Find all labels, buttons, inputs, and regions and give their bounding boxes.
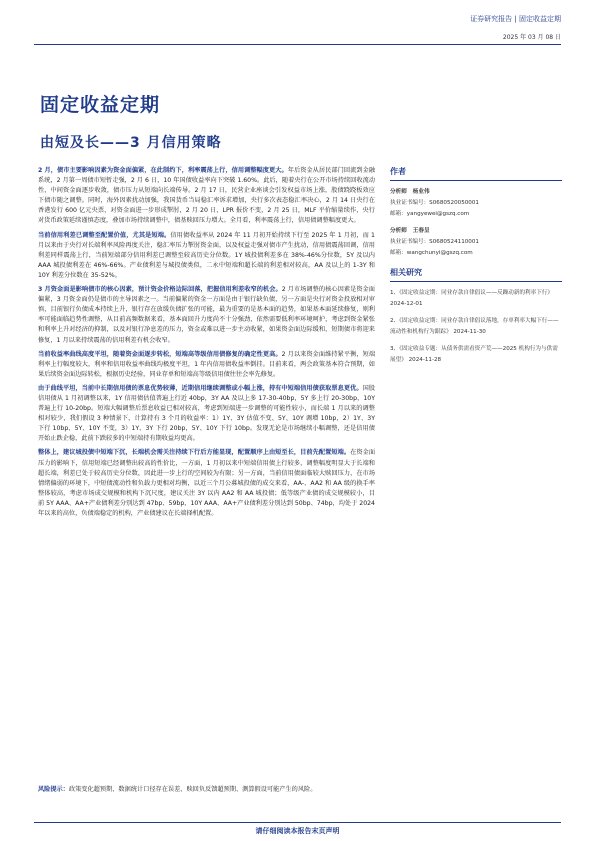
related-date: 2024-12-01 bbox=[390, 301, 423, 307]
paragraph bbox=[38, 448, 375, 519]
related-text[interactable]: 1、《固定收益定期：同业存款自律倡议——反躁动新的利率下行》 bbox=[390, 290, 553, 296]
related-text[interactable]: 2、《固定收益定期：同业存款自律倡议落地，存单利率大幅下行——流动性和机构行为跟踪》 bbox=[390, 318, 559, 335]
main-body bbox=[38, 166, 375, 523]
email-label: 邮箱： bbox=[390, 250, 407, 256]
cert-number: S0680524110001 bbox=[429, 239, 479, 245]
author-email[interactable]: yangyewei@gszq.com bbox=[406, 211, 470, 217]
paragraph-text: 在资金面压力的影响下，信用短端已经调整出较高的性价比，一方面，1 月初以来中短端信用债上行较多，调整幅度明显大于长端和超长端，利差已处于较高历史分位数，因此进一步上行的空间较为有限；另一方面，当前信用债面临较大赎回压力，在市场情绪偏弱的环境下，中短债流动性和负载力更相对均衡，以近三个月公募城投债的成交来看，AA-、AA2 和 AA 级的换手率整体较高，考虑市场成交规模和机构下沉尺度，建议关注 3Y 以内 AA2 和 AA 城投债；低等级产业债的成交规模较小，目前 5Y AAA、AA+产业债利差分别达到 47bp、59bp，10Y AAA、AA+产业债利差分别达到 50bp、74bp，均处于 2024 年以来的高位，负债端稳定的机构，产业债建议在长端择机配置。 bbox=[38, 449, 376, 517]
author-name: 杨业伟 bbox=[412, 189, 430, 195]
related-text[interactable]: 3、《固定收益专题：从债务供需看资产荒——2025 机构行为与供需展望》 bbox=[390, 346, 558, 363]
paragraph-text: 2 月市场调整的核心因素是资金面偏紧，3 月资金面仍是债市的主导因素之一。当前偏紧的资金一方面是由于银行缺负债，另一方面是央行对资金投放相对审慎，目前银行负债成本持续上升，银行存在放缓负债扩张的可能，最为重要的是基本面的趋势，如果基本面延续修复，则利率可能面临趋势性调整，从目前高频数据来看，基本面回升力度尚不十分强劲，依然需要低利率环境呵护，考虑到资金紧张和利率上升对经济的抑制，以及对银行净息差的压力，资金或难以进一步主动收紧，如果资金面边际缓和，短期债市将迎来修复，1 月以来持续震荡的信用利差有机会收窄。 bbox=[38, 286, 375, 344]
page-subtitle: 由短及长——3 月信用策略 bbox=[40, 135, 222, 151]
cert-label: 执业证书编号： bbox=[390, 239, 430, 245]
risk-text: 政策变化超预期、数据统计口径存在误差、赎回负反馈超预期、测算假设可能产生的风险。 bbox=[68, 786, 317, 793]
cert-label: 执业证书编号： bbox=[390, 200, 430, 206]
footer-disclaimer: 请仔细阅读本报告末页声明 bbox=[255, 827, 340, 835]
paragraph bbox=[38, 350, 375, 380]
author-card bbox=[390, 226, 562, 259]
paragraph bbox=[38, 231, 375, 281]
paragraph-text: 2 月以来资金面维持紧平衡，短端利率上行幅度较大，利率和信用收益率曲线均极度平坦，1 年内信用债收益率倒挂。目前来看，两会政策基本符合预期，如果后续资金面边际转松，根据历史经验，同业存单和短端高等级信用债往往会率先修复。 bbox=[38, 350, 376, 378]
sidebar bbox=[390, 166, 562, 372]
related-item[interactable] bbox=[390, 288, 562, 310]
related-item[interactable] bbox=[390, 316, 562, 338]
paragraph-lead: 3 月资金面是影响债市的核心因素，预计资金价格边际回落，把握信用利差收窄的机会。 bbox=[38, 286, 282, 294]
related-title: 相关研究 bbox=[390, 267, 562, 282]
paragraph-text: 年后资金从居民部门回流到金融系统，2 月第一周债市短暂走强，2 月 6 日，10 年国债收益率向下突破 1.60%。此后，随着央行在公开市场持续回收流动性，中间资金面逐步收敛，债市压力从短端向长端传导。2 月 17 日，民营企业座谈会引发权益市场上涨，股债跷跷板效应下债市随之调整。同时，海外因素扰动加强，我国货币当局稳汇率诉求增加，央行多次表态稳汇率决心，2 月 14 日央行在香港发行 600 亿元央票，对资金面进一步形成掣肘，2 月 20 日，LPR 报价不变，2 月 25 日，MLF 平价缩量续作，央行对货币政策延续谨慎态度，叠加市场持续调整中，债基赎回压力增大。全月看，利率震荡上行，信用债调整幅度更大。 bbox=[38, 167, 375, 225]
risk-label: 风险提示： bbox=[38, 786, 69, 793]
author-card bbox=[390, 187, 562, 220]
email-label: 邮箱： bbox=[390, 211, 407, 217]
author-name: 王春呈 bbox=[412, 228, 430, 234]
authors-title: 作者 bbox=[390, 166, 562, 181]
report-date: 2025 年 03 月 08 日 bbox=[502, 34, 561, 41]
report-category: 证券研究报告 | 固定收益定期 bbox=[470, 15, 561, 23]
paragraph-lead: 当前信用利差已调整至配置价值，尤其是短端。 bbox=[38, 231, 171, 239]
paragraph-text: 信用债收益率从 2024 年 11 月初开始持续下行至 2025 年 1 月初，而 1 月以来由于央行对长端利率风险再度关注，稳汇率压力掣肘资金面，以及权益走强对债市产生扰动，信用债震荡回调，信用利差同样震荡上行，当前短端部分信用利差已调整至较高历史分位数。1Y 城投债利差多在 38%-46%分位数，5Y 及以内 AAA 城投债利差在 46%-66%。产业债利差与城投债类似，二永中短端和超长端的利差相对较高，AA 及以上的 1-3Y 和 10Y 利差分位数在 35-52%。 bbox=[38, 231, 375, 279]
paragraph-text: 国股信用债从 1 月初调整以来，1Y 信用债估值普遍上行近 40bp，3Y AA 及以上多 17-30-40bp，5Y 多上行 20-30bp，10Y 普遍上行 10-20bp。短端大幅调整后票息收益已相对较高，考虑到短端进一步调整的可能性较小，而长端 1 月以来的调整相对较少，我们假设 3 种情景下，计算持有 3 个月的收益率：1）1Y、3Y 估值不变、5Y、10Y 调增 10bp，2）1Y、3Y 下行 10bp、5Y、10Y 不变，3）1Y、3Y 下行 20bp，5Y、10Y 下行 10bp。发现无论是市场继续小幅调整，还是信用债开始止跌企稳，此前下跌较多的中短端持有期收益均更高。 bbox=[38, 384, 376, 443]
cert-number: S0680520050001 bbox=[429, 200, 479, 206]
footer-rule bbox=[34, 822, 561, 823]
paragraph-lead: 2 月，债市主要影响因素为资金面偏紧，在此制约下，利率震荡上行，信用调整幅度更大。 bbox=[38, 167, 288, 174]
paragraph bbox=[38, 285, 375, 346]
related-item[interactable] bbox=[390, 344, 562, 366]
paragraph bbox=[38, 384, 375, 445]
paragraph-lead: 当前收益率曲线高度平坦，随着资金面逐步转松，短端高等级信用债修复的确定性更高。 bbox=[38, 350, 282, 358]
author-role: 分析师 bbox=[390, 189, 407, 195]
risk-warning bbox=[38, 785, 375, 795]
page-title: 固定收益定期 bbox=[40, 94, 161, 116]
related-date: 2024-11-30 bbox=[453, 329, 486, 335]
paragraph-lead: 由于曲线平坦，当前中长期信用债的票息优势较薄，近期信用继续调整或小幅上涨，持有中短端信用债获取票息更优。 bbox=[38, 384, 363, 392]
header-rule bbox=[34, 44, 561, 45]
paragraph bbox=[38, 166, 375, 227]
paragraph-lead: 整体上，建议城投债中短端下沉，长端机会需关注持续下行后方能显现，配置顺序上由短至长，目前先配置短端。 bbox=[38, 449, 351, 457]
related-date: 2024-11-28 bbox=[408, 357, 442, 363]
author-role: 分析师 bbox=[390, 228, 407, 234]
author-email[interactable]: wangchunyi@gszq.com bbox=[406, 250, 473, 256]
